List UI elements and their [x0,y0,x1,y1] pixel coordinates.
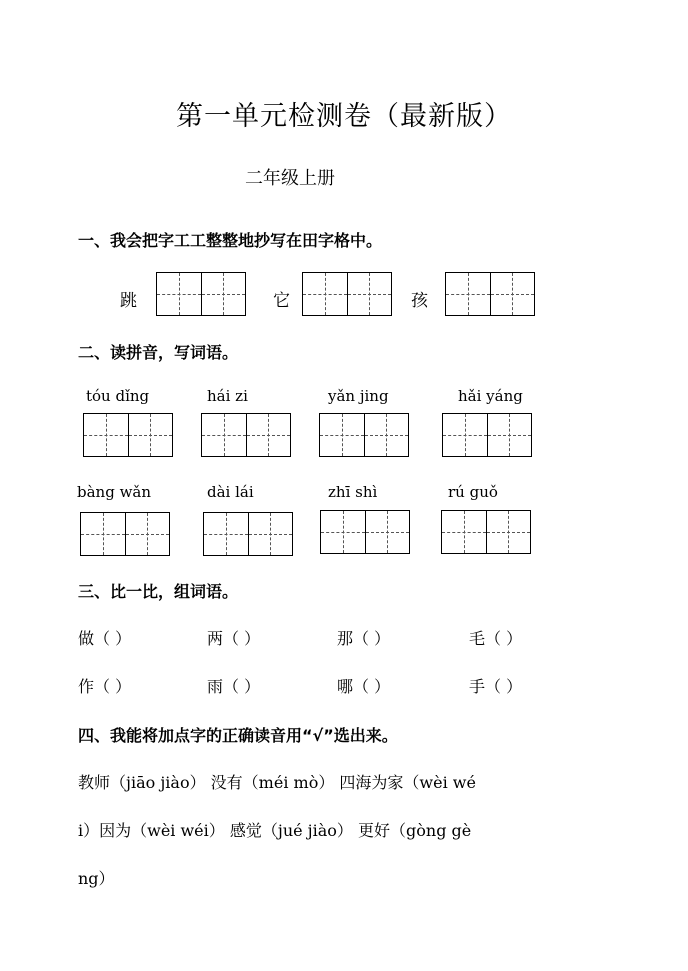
copy-char: 孩 [411,291,428,311]
word-group-blank[interactable]: 作（ ） [78,677,132,696]
tianzige-grid[interactable] [302,272,392,316]
pinyin-label: dài lái [207,483,254,501]
tianzige-grid[interactable] [442,413,532,457]
section-3-heading: 三、比一比，组词语。 [78,582,239,601]
pinyin-label: bàng wǎn [77,483,152,501]
section-1-heading: 一、我会把字工工整整地抄写在田字格中。 [78,231,383,250]
word-group-blank[interactable]: 那（ ） [337,629,391,648]
tianzige-grid[interactable] [83,413,173,457]
pinyin-label: tóu dǐng [86,387,150,405]
word-group-blank[interactable]: 做（ ） [78,629,132,648]
pronunciation-line[interactable]: ng） [78,869,115,888]
tianzige-grid[interactable] [156,272,246,316]
word-group-blank[interactable]: 哪（ ） [337,677,391,696]
pinyin-label: zhī shì [328,483,378,501]
pronunciation-line[interactable]: 教师（jiāo jiào） 没有（méi mò） 四海为家（wèi wé [78,773,476,792]
word-group-blank[interactable]: 两（ ） [207,629,261,648]
grade-subtitle: 二年级上册 [245,168,335,189]
copy-char: 跳 [120,291,137,311]
pinyin-label: rú guǒ [448,483,498,501]
pinyin-label: hái zi [207,387,248,405]
tianzige-grid[interactable] [320,510,410,554]
copy-char: 它 [273,291,290,311]
section-4-heading: 四、我能将加点字的正确读音用“√”选出来。 [78,726,398,745]
tianzige-grid[interactable] [80,512,170,556]
section-2-heading: 二、读拼音，写词语。 [78,343,239,362]
tianzige-grid[interactable] [203,512,293,556]
page-title: 第一单元检测卷（最新版） [176,101,512,132]
pinyin-label: yǎn jing [328,387,389,405]
pinyin-label: hǎi yáng [458,387,523,405]
word-group-blank[interactable]: 毛（ ） [469,629,523,648]
word-group-blank[interactable]: 手（ ） [469,677,523,696]
pronunciation-line[interactable]: i）因为（wèi wéi） 感觉（jué jiào） 更好（gòng gè [78,821,472,840]
tianzige-grid[interactable] [441,510,531,554]
word-group-blank[interactable]: 雨（ ） [207,677,261,696]
tianzige-grid[interactable] [445,272,535,316]
tianzige-grid[interactable] [201,413,291,457]
tianzige-grid[interactable] [319,413,409,457]
